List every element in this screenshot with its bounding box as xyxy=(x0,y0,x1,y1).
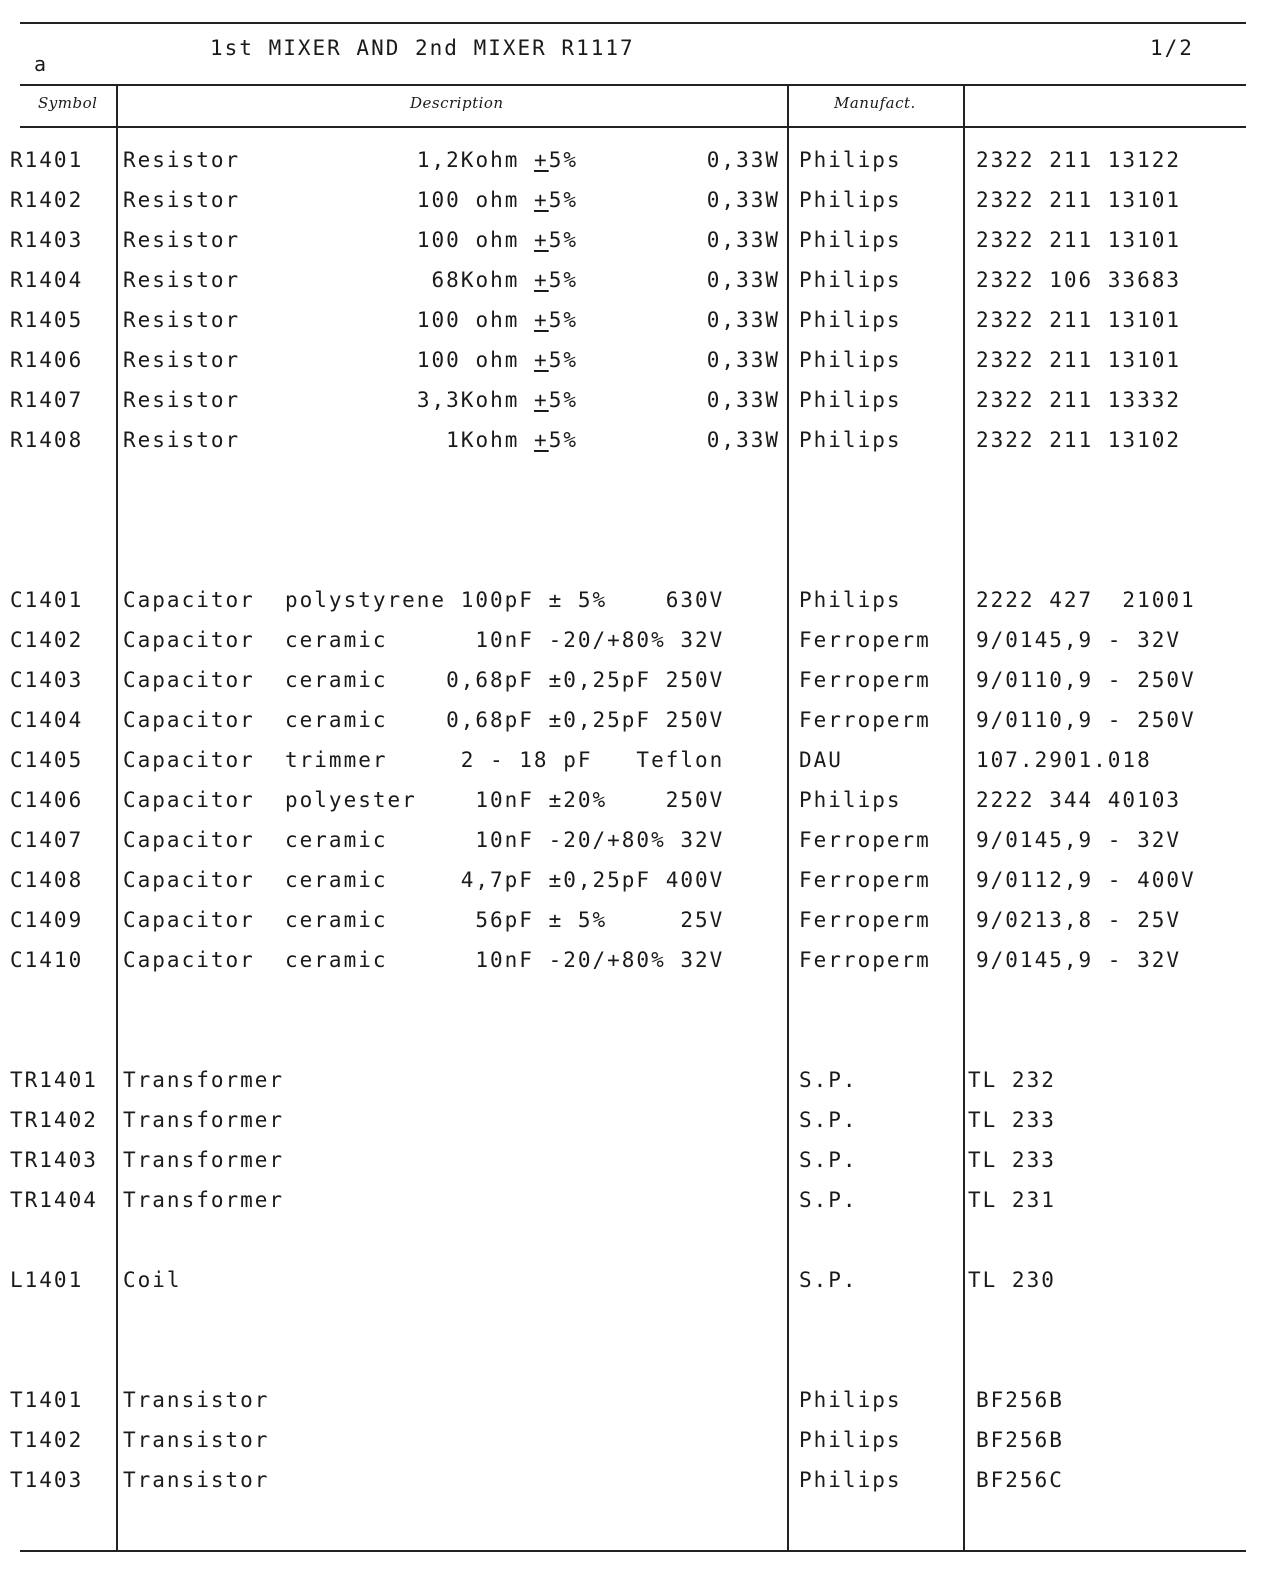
page-title: 1st MIXER AND 2nd MIXER R1117 xyxy=(210,36,635,60)
symbol-cell: C1410 xyxy=(10,948,84,972)
part-number-cell: 2322 211 13101 xyxy=(976,228,1182,252)
part-number-cell: TL 232 xyxy=(968,1068,1056,1092)
symbol-cell: L1401 xyxy=(10,1268,84,1292)
resistance-value: 3,3Kohm xyxy=(416,388,520,412)
manufacturer-cell: Ferroperm xyxy=(799,948,931,972)
part-number-cell: 2322 211 13332 xyxy=(976,388,1182,412)
symbol-cell: C1401 xyxy=(10,588,84,612)
tolerance-sign: + xyxy=(534,268,549,292)
tolerance-sign: + xyxy=(534,308,549,332)
table-row xyxy=(0,788,1278,828)
manufacturer-cell: Philips xyxy=(799,348,902,372)
symbol-cell: R1407 xyxy=(10,388,84,412)
part-number-cell: 9/0213,8 - 25V xyxy=(976,908,1182,932)
component-name: Resistor xyxy=(123,148,241,172)
manufacturer-cell: S.P. xyxy=(799,1068,858,1092)
description-cell: polystyrene 100pF ± 5% 630V xyxy=(285,588,725,612)
component-name: Capacitor xyxy=(123,708,255,732)
manufacturer-cell: Philips xyxy=(799,308,902,332)
table-row xyxy=(0,588,1278,628)
symbol-cell: C1406 xyxy=(10,788,84,812)
symbol-cell: R1402 xyxy=(10,188,84,212)
part-number-cell: 9/0145,9 - 32V xyxy=(976,628,1182,652)
manufacturer-cell: Philips xyxy=(799,428,902,452)
section-letter: a xyxy=(34,52,47,76)
symbol-cell: R1406 xyxy=(10,348,84,372)
part-number-cell: TL 230 xyxy=(968,1268,1056,1292)
table-row xyxy=(0,1468,1278,1508)
table-row xyxy=(0,388,1278,428)
tolerance-value: 5% xyxy=(548,308,578,332)
component-name: Capacitor xyxy=(123,748,255,772)
table-row xyxy=(0,908,1278,948)
manufacturer-cell: Ferroperm xyxy=(799,828,931,852)
description-cell: ceramic 10nF -20/+80% 32V xyxy=(285,828,725,852)
manufacturer-cell: Ferroperm xyxy=(799,708,931,732)
symbol-cell: T1402 xyxy=(10,1428,84,1452)
symbol-cell: C1402 xyxy=(10,628,84,652)
manufacturer-cell: Philips xyxy=(799,1428,902,1452)
part-number-cell: 2222 427 21001 xyxy=(976,588,1196,612)
symbol-cell: R1404 xyxy=(10,268,84,292)
symbol-cell: C1409 xyxy=(10,908,84,932)
component-name: Transformer xyxy=(123,1148,285,1172)
component-name: Capacitor xyxy=(123,668,255,692)
manufacturer-cell: Ferroperm xyxy=(799,868,931,892)
table-row xyxy=(0,668,1278,708)
tolerance-sign: + xyxy=(534,348,549,372)
table-row xyxy=(0,1268,1278,1308)
page-number: 1/2 xyxy=(1150,36,1194,60)
component-name: Capacitor xyxy=(123,948,255,972)
component-name: Capacitor xyxy=(123,788,255,812)
table-row xyxy=(0,1108,1278,1148)
table-row xyxy=(0,828,1278,868)
table-row xyxy=(0,428,1278,468)
component-name: Resistor xyxy=(123,228,241,252)
tolerance-value: 5% xyxy=(548,148,578,172)
resistance-value: 100 ohm xyxy=(416,308,520,332)
manufacturer-cell: Ferroperm xyxy=(799,908,931,932)
symbol-cell: C1403 xyxy=(10,668,84,692)
table-row xyxy=(0,868,1278,908)
tolerance-sign: + xyxy=(534,428,549,452)
description-cell: ceramic 10nF -20/+80% 32V xyxy=(285,628,725,652)
component-name: Capacitor xyxy=(123,868,255,892)
table-row xyxy=(0,268,1278,308)
resistance-value: 100 ohm xyxy=(416,348,520,372)
component-name: Capacitor xyxy=(123,908,255,932)
part-number-cell: 2322 211 13102 xyxy=(976,428,1182,452)
component-name: Capacitor xyxy=(123,828,255,852)
bottom-rule xyxy=(20,1550,1246,1552)
column-header-manufacturer: Manufact. xyxy=(834,94,916,112)
symbol-cell: TR1403 xyxy=(10,1148,98,1172)
symbol-cell: TR1402 xyxy=(10,1108,98,1132)
part-number-cell: 9/0112,9 - 400V xyxy=(976,868,1196,892)
symbol-cell: C1404 xyxy=(10,708,84,732)
manufacturer-cell: Philips xyxy=(799,148,902,172)
manufacturer-cell: Philips xyxy=(799,1388,902,1412)
value-cell xyxy=(250,348,578,372)
table-row xyxy=(0,1068,1278,1108)
component-name: Capacitor xyxy=(123,628,255,652)
tolerance-sign: + xyxy=(534,388,549,412)
component-name: Transformer xyxy=(123,1108,285,1132)
tolerance-value: 5% xyxy=(548,428,578,452)
value-cell xyxy=(250,308,578,332)
part-number-cell: TL 233 xyxy=(968,1108,1056,1132)
table-row xyxy=(0,708,1278,748)
table-row xyxy=(0,148,1278,188)
power-rating: 0,33W xyxy=(706,388,780,412)
manufacturer-cell: Ferroperm xyxy=(799,628,931,652)
part-number-cell: BF256B xyxy=(976,1388,1064,1412)
column-header-symbol: Symbol xyxy=(38,94,98,112)
table-row xyxy=(0,228,1278,268)
manufacturer-cell: Philips xyxy=(799,1468,902,1492)
manufacturer-cell: Philips xyxy=(799,228,902,252)
value-cell xyxy=(250,428,578,452)
table-row xyxy=(0,1188,1278,1228)
symbol-cell: R1408 xyxy=(10,428,84,452)
description-cell: trimmer 2 - 18 pF Teflon xyxy=(285,748,725,772)
column-header-description: Description xyxy=(410,94,504,112)
resistance-value: 100 ohm xyxy=(416,228,520,252)
part-number-cell: BF256B xyxy=(976,1428,1064,1452)
power-rating: 0,33W xyxy=(706,428,780,452)
table-row xyxy=(0,348,1278,388)
part-number-cell: 9/0110,9 - 250V xyxy=(976,708,1196,732)
resistance-value: 1Kohm xyxy=(446,428,520,452)
power-rating: 0,33W xyxy=(706,188,780,212)
component-name: Transistor xyxy=(123,1468,270,1492)
table-row xyxy=(0,748,1278,788)
symbol-cell: C1408 xyxy=(10,868,84,892)
component-name: Resistor xyxy=(123,268,241,292)
tolerance-value: 5% xyxy=(548,348,578,372)
part-number-cell: BF256C xyxy=(976,1468,1064,1492)
value-cell xyxy=(250,148,578,172)
manufacturer-cell: Philips xyxy=(799,188,902,212)
manufacturer-cell: S.P. xyxy=(799,1188,858,1212)
part-number-cell: 2322 211 13101 xyxy=(976,308,1182,332)
description-cell: ceramic 4,7pF ±0,25pF 400V xyxy=(285,868,725,892)
part-number-cell: 9/0110,9 - 250V xyxy=(976,668,1196,692)
value-cell xyxy=(250,188,578,212)
manufacturer-cell: DAU xyxy=(799,748,843,772)
value-cell xyxy=(250,388,578,412)
symbol-cell: TR1401 xyxy=(10,1068,98,1092)
tolerance-value: 5% xyxy=(548,388,578,412)
component-name: Resistor xyxy=(123,188,241,212)
power-rating: 0,33W xyxy=(706,348,780,372)
manufacturer-cell: Ferroperm xyxy=(799,668,931,692)
part-number-cell: 2322 211 13101 xyxy=(976,348,1182,372)
power-rating: 0,33W xyxy=(706,148,780,172)
part-number-cell: 9/0145,9 - 32V xyxy=(976,948,1182,972)
symbol-cell: R1405 xyxy=(10,308,84,332)
symbol-cell: T1403 xyxy=(10,1468,84,1492)
table-row xyxy=(0,188,1278,228)
manufacturer-cell: S.P. xyxy=(799,1148,858,1172)
value-cell xyxy=(250,228,578,252)
tolerance-value: 5% xyxy=(548,268,578,292)
description-cell: ceramic 56pF ± 5% 25V xyxy=(285,908,725,932)
symbol-cell: R1401 xyxy=(10,148,84,172)
symbol-cell: C1407 xyxy=(10,828,84,852)
description-cell: ceramic 10nF -20/+80% 32V xyxy=(285,948,725,972)
table-row xyxy=(0,1388,1278,1428)
component-name: Transformer xyxy=(123,1188,285,1212)
table-row xyxy=(0,308,1278,348)
component-name: Resistor xyxy=(123,428,241,452)
manufacturer-cell: S.P. xyxy=(799,1268,858,1292)
tolerance-sign: + xyxy=(534,188,549,212)
description-cell: ceramic 0,68pF ±0,25pF 250V xyxy=(285,708,725,732)
symbol-cell: TR1404 xyxy=(10,1188,98,1212)
part-number-cell: TL 233 xyxy=(968,1148,1056,1172)
part-number-cell: 2322 106 33683 xyxy=(976,268,1182,292)
description-cell: ceramic 0,68pF ±0,25pF 250V xyxy=(285,668,725,692)
manufacturer-cell: Philips xyxy=(799,788,902,812)
table-row xyxy=(0,1148,1278,1188)
manufacturer-cell: Philips xyxy=(799,268,902,292)
resistance-value: 100 ohm xyxy=(416,188,520,212)
tolerance-value: 5% xyxy=(548,228,578,252)
table-row xyxy=(0,948,1278,988)
component-name: Transformer xyxy=(123,1068,285,1092)
component-name: Resistor xyxy=(123,308,241,332)
manufacturer-cell: Philips xyxy=(799,588,902,612)
power-rating: 0,33W xyxy=(706,308,780,332)
table-row xyxy=(0,1428,1278,1468)
symbol-cell: R1403 xyxy=(10,228,84,252)
description-cell: polyester 10nF ±20% 250V xyxy=(285,788,725,812)
component-name: Transistor xyxy=(123,1388,270,1412)
part-number-cell: 9/0145,9 - 32V xyxy=(976,828,1182,852)
resistance-value: 1,2Kohm xyxy=(416,148,520,172)
symbol-cell: T1401 xyxy=(10,1388,84,1412)
manufacturer-cell: Philips xyxy=(799,388,902,412)
manufacturer-cell: S.P. xyxy=(799,1108,858,1132)
part-number-cell: TL 231 xyxy=(968,1188,1056,1212)
component-name: Capacitor xyxy=(123,588,255,612)
part-number-cell: 2322 211 13101 xyxy=(976,188,1182,212)
tolerance-sign: + xyxy=(534,228,549,252)
component-name: Transistor xyxy=(123,1428,270,1452)
column-header-rule xyxy=(20,126,1246,128)
power-rating: 0,33W xyxy=(706,268,780,292)
table-row xyxy=(0,628,1278,668)
component-name: Resistor xyxy=(123,388,241,412)
component-name: Coil xyxy=(123,1268,182,1292)
tolerance-sign: + xyxy=(534,148,549,172)
component-name: Resistor xyxy=(123,348,241,372)
symbol-cell: C1405 xyxy=(10,748,84,772)
part-number-cell: 107.2901.018 xyxy=(976,748,1152,772)
power-rating: 0,33W xyxy=(706,228,780,252)
tolerance-value: 5% xyxy=(548,188,578,212)
top-rule xyxy=(20,22,1246,24)
part-number-cell: 2222 344 40103 xyxy=(976,788,1182,812)
header-rule xyxy=(20,84,1246,86)
resistance-value: 68Kohm xyxy=(431,268,520,292)
value-cell xyxy=(250,268,578,292)
part-number-cell: 2322 211 13122 xyxy=(976,148,1182,172)
